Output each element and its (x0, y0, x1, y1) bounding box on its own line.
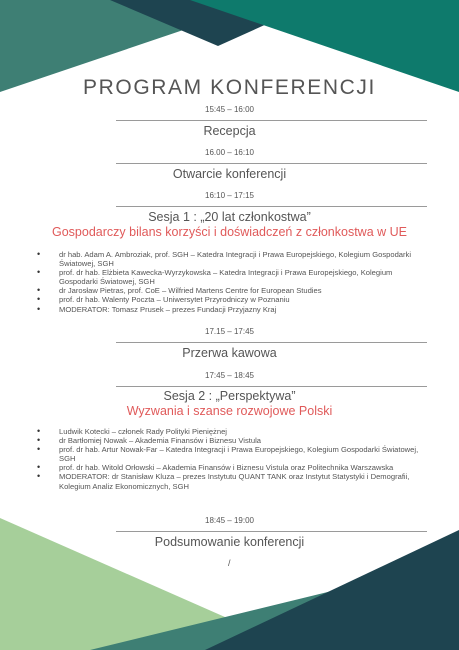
divider (116, 163, 427, 164)
time-slot: 18:45 – 19:00 (205, 516, 254, 525)
list-item: • Ludwik Kotecki – członek Rady Polityki Pieniężnej (37, 427, 427, 436)
session-heading: Sesja 1 : „20 lat członkostwa” (148, 210, 311, 224)
page-title: PROGRAM KONFERENCJI (83, 76, 376, 99)
divider (116, 206, 427, 207)
list-item: • prof. dr hab. Artur Nowak-Far – Katedra Integracji i Prawa Europejskiego, Kolegium Gospodarki Światowej, SGH (37, 445, 427, 463)
list-item: • prof. dr hab. Witold Orłowski – Akademia Finansów i Biznesu Vistula oraz Politechnika Warszawska (37, 463, 427, 472)
agenda-heading: Otwarcie konferencji (172, 167, 287, 181)
divider (116, 342, 427, 343)
list-item: • MODERATOR: dr Stanisław Kluza – prezes Instytutu QUANT TANK oraz Instytut Statystyki i Demografii, Kolegium Analiz Ekonomicznych, SGH (37, 472, 427, 490)
speaker-list-session-1 (37, 250, 427, 314)
list-item: • MODERATOR: Tomasz Prusek – prezes Fundacji Przyjazny Kraj (37, 305, 427, 314)
time-slot: 16:10 – 17:15 (205, 191, 254, 200)
divider (116, 386, 427, 387)
list-item: • dr hab. Adam A. Ambroziak, prof. SGH – Katedra Integracji i Prawa Europejskiego, Kolegium Gospodarki Światowej, SGH (37, 250, 427, 268)
time-slot: 17:45 – 18:45 (205, 371, 254, 380)
divider (116, 120, 427, 121)
list-item: • dr Jarosław Pietras, prof. CoE – Wilfried Martens Centre for European Studies (37, 286, 427, 295)
session-subheading: Gospodarczy bilans korzyści i doświadczeń z członkostwa w UE (52, 225, 407, 239)
agenda-heading: Recepcja (203, 124, 256, 138)
time-slot: 16.00 – 16:10 (205, 148, 254, 157)
time-slot: 15:45 – 16:00 (205, 105, 254, 114)
list-item: • dr Bartłomiej Nowak – Akademia Finansów i Biznesu Vistula (37, 436, 427, 445)
session-subheading: Wyzwania i szanse rozwojowe Polski (126, 404, 333, 418)
speaker-list-session-2 (37, 427, 427, 491)
divider (116, 531, 427, 532)
list-item: • prof. dr hab. Walenty Poczta – Uniwersytet Przyrodniczy w Poznaniu (37, 295, 427, 304)
session-heading: Sesja 2 : „Perspektywa” (163, 389, 296, 403)
footer-mark: / (228, 558, 231, 568)
agenda-heading: Przerwa kawowa (182, 346, 277, 360)
agenda-heading: Podsumowanie konferencji (154, 535, 305, 549)
list-item: • prof. dr hab. Elżbieta Kawecka-Wyrzykowska – Katedra Integracji i Prawa Europejskiego, Kolegium Gospodarki Światowej, SGH (37, 268, 427, 286)
time-slot: 17.15 – 17:45 (205, 327, 254, 336)
